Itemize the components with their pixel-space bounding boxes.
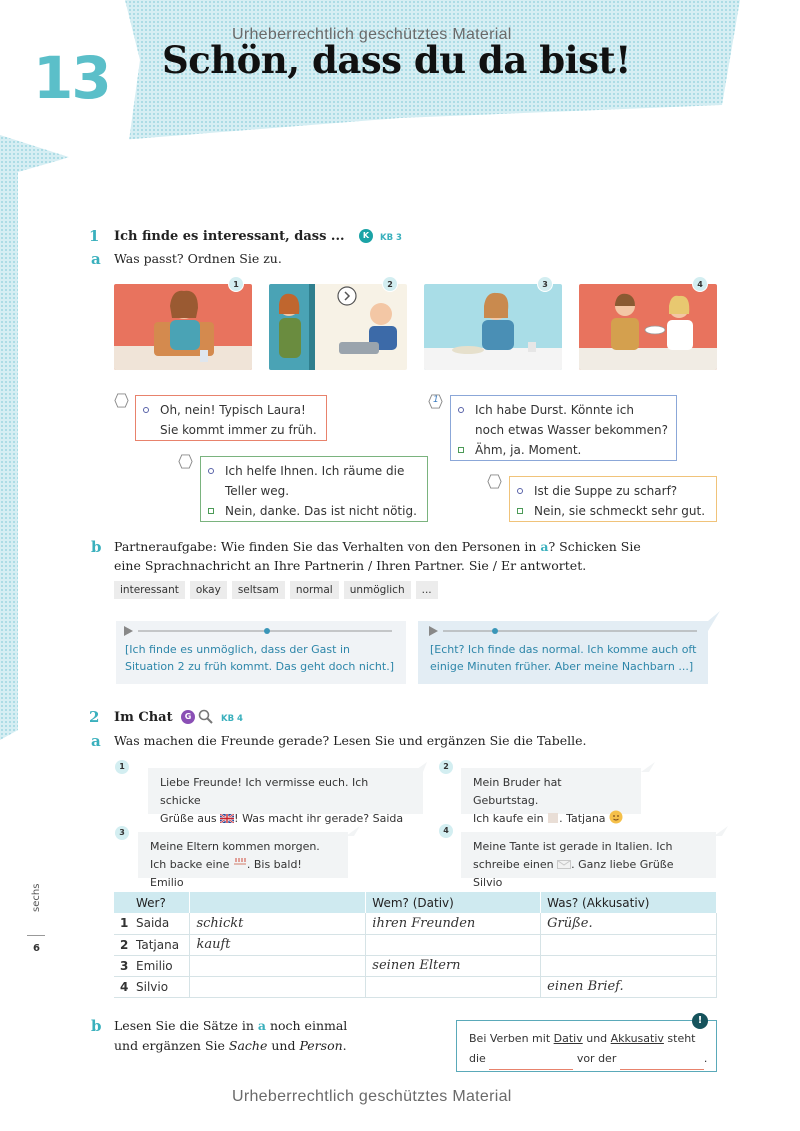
voice-message-2-text: [Echt? Ich finde das normal. Ich komme auch oft einige Minuten früher. Aber meine Nachbarn ...] [430,643,697,673]
watermark-bottom: Urheberrechtlich geschütztes Material [232,1088,512,1105]
word-chips [114,581,438,599]
instruction-1a: Was passt? Ordnen Sie zu. [114,251,282,266]
table-row [114,934,717,955]
page-number: 6 [33,943,40,954]
instruction-1b-line-1: Partneraufgabe: Wie finden Sie das Verhalten von den Personen in a? Schicken Sie [114,539,641,554]
picture-3 [424,284,562,370]
sub-letter-2a: a [91,732,101,750]
page-divider [27,935,45,936]
chip-normal: normal [290,581,339,599]
answer-table [114,892,717,998]
chip-unmoeglich: unmöglich [344,581,411,599]
exercise-2-title: Im Chat [114,710,173,725]
answer-hexagon-1[interactable] [114,393,129,408]
table-header-row [114,892,717,913]
dialog-3-line-1: Ich helfe Ihnen. Ich räume die [225,464,405,478]
sub-letter-1b: b [91,538,102,556]
voice-2-progress-dot [492,628,498,634]
dialog-1-line-1: Oh, nein! Typisch Laura! [160,403,306,417]
instruction-1b-line-2: eine Sprachnachricht an Ihre Partnerin / Ihren Partner. Sie / Er antwortet. [114,558,587,573]
chat-number-3: 3 [115,826,129,840]
illustration-woman-soup [424,284,562,370]
dialog-2-line-1: Ich habe Durst. Könnte ich [475,403,634,417]
cell-akkusativ[interactable]: einen Brief. [541,976,717,997]
dialog-box-3 [200,456,428,522]
dialog-2-line-3: Ähm, ja. Moment. [475,443,582,457]
voice-1-progress-dot [264,628,270,634]
chat-3-tail [346,826,360,836]
chip-interessant: interessant [114,581,185,599]
picture-number-4: 4 [692,276,708,292]
gift-icon [547,811,559,823]
cell-dativ[interactable]: ihren Freunden [366,913,541,934]
g-badge: G [181,710,195,724]
page-word: sechs [31,883,42,912]
cell-akkusativ[interactable]: Grüße. [541,913,717,934]
header-wer: Wer? [114,892,190,913]
picture-4 [579,284,717,370]
cell-dativ[interactable] [366,934,541,955]
header-verb [190,892,366,913]
chat-number-1: 1 [115,760,129,774]
dialog-3-line-2: Teller weg. [225,484,290,498]
chat-message-4: Meine Tante ist gerade in Italien. Ich schreibe einen . Ganz liebe Grüße Silvio [461,832,716,878]
voice-message-1-player[interactable] [124,624,394,638]
picture-number-2: 2 [382,276,398,292]
illustration-guest-at-door [269,284,407,370]
sub-letter-a: a [91,250,101,268]
chat-2-tail [641,762,655,772]
k-badge: K [359,229,373,243]
table-row [114,976,717,997]
exclamation-icon: ! [692,1013,708,1029]
row-label: 4 Silvio [114,976,190,997]
exercise-1-title: Ich finde es interessant, dass ... [114,229,345,244]
chat-number-4: 4 [439,824,453,838]
answer-hexagon-3[interactable] [178,454,193,469]
picture-2 [269,284,407,370]
cell-verb[interactable] [190,955,366,976]
picture-1 [114,284,252,370]
chat-number-2: 2 [439,760,453,774]
chat-4-tail [714,826,728,836]
grammar-rule-box: Bei Verben mit Dativ und Akkusativ steht die vor der . [456,1020,717,1072]
cell-akkusativ[interactable] [541,934,717,955]
dialog-4-line-1: Ist die Suppe zu scharf? [534,484,678,498]
illustration-clearing-plates [579,284,717,370]
picture-number-1: 1 [228,276,244,292]
kb-reference-2: KB 4 [221,714,243,724]
sub-letter-2b: b [91,1017,102,1035]
uk-flag-icon [220,814,234,823]
illustration-woman-waiting [114,284,252,370]
instruction-2a: Was machen die Freunde gerade? Lesen Sie und ergänzen Sie die Tabelle. [114,733,587,748]
chat-message-3: Meine Eltern kommen morgen. Ich backe eine . Bis bald! Emilio [138,832,348,878]
row-label: 3 Emilio [114,955,190,976]
exercise-1-number: 1 [89,227,100,245]
table-row [114,955,717,976]
cake-icon [233,856,247,866]
header-was: Was? (Akkusativ) [541,892,717,913]
chat-message-2: Mein Bruder hat Geburtstag. Ich kaufe ein . Tatjana [461,768,641,814]
exercise-2-number: 2 [89,708,100,726]
chat-message-1: Liebe Freunde! Ich vermisse euch. Ich schicke Grüße aus ! Was macht ihr gerade? Saida [148,768,423,814]
chip-ellipsis: ... [416,581,438,599]
dialog-1-line-2: Sie kommt immer zu früh. [160,423,317,437]
blank-2[interactable] [620,1049,704,1070]
dialog-box-2 [450,395,677,461]
answer-value-2: 1 [433,395,439,405]
cell-verb[interactable] [190,976,366,997]
row-label: 1 Saida [114,913,190,934]
cell-verb[interactable]: schickt [190,913,366,934]
cell-dativ[interactable]: seinen Eltern [366,955,541,976]
dialog-2-line-2: noch etwas Wasser bekommen? [475,423,668,437]
chip-seltsam: seltsam [232,581,285,599]
dialog-box-4 [509,476,717,522]
cell-verb[interactable]: kauft [190,934,366,955]
page-title: Schön, dass du da bist! [162,38,631,82]
voice-message-2-player[interactable] [429,624,699,638]
dialog-4-line-2: Nein, sie schmeckt sehr gut. [534,504,706,518]
answer-hexagon-4[interactable] [487,474,502,489]
header-wem: Wem? (Dativ) [366,892,541,913]
magnifier-icon [198,709,214,725]
table-row [114,913,717,934]
envelope-icon [557,859,571,869]
kb-reference: KB 3 [380,233,402,243]
instruction-2b-line-2: und ergänzen Sie Sache und Person. [114,1038,347,1053]
cell-dativ[interactable] [366,976,541,997]
emoji-icon [609,810,623,824]
dialog-3-line-3: Nein, danke. Das ist nicht nötig. [225,504,417,518]
dialog-box-1 [135,395,327,441]
blank-1[interactable] [489,1049,573,1070]
row-label: 2 Tatjana [114,934,190,955]
picture-number-3: 3 [537,276,553,292]
instruction-2b-line-1: Lesen Sie die Sätze in a noch einmal [114,1018,348,1033]
chat-1-tail [413,762,427,772]
cell-akkusativ[interactable] [541,955,717,976]
chapter-number: 13 [33,44,110,112]
watermark-top: Urheberrechtlich geschütztes Material [232,26,512,43]
chip-okay: okay [190,581,227,599]
voice-message-1-text: [Ich finde es unmöglich, dass der Gast in Situation 2 zu früh kommt. Das geht doch nicht.] [125,643,394,673]
